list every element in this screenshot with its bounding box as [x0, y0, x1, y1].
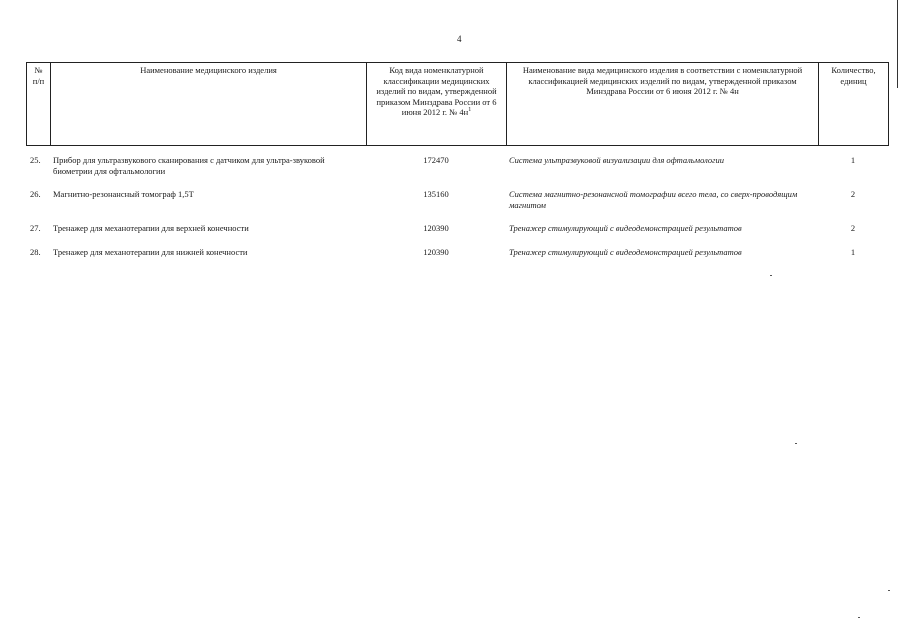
row-code: 120390	[423, 223, 449, 233]
row-name: Тренажер для механотерапии для нижней конечности	[53, 246, 248, 257]
row-qty: 1	[850, 246, 856, 257]
table-header	[26, 62, 889, 146]
row-code: 172470	[423, 155, 449, 165]
header-name: Наименование медицинского изделия	[51, 63, 367, 146]
table-row	[26, 155, 888, 189]
row-code: 120390	[423, 246, 449, 257]
scan-speck	[770, 275, 772, 276]
row-num: 26.	[30, 189, 41, 199]
row-kind: Тренажер стимулирующий с видеодемонстрацией результатов	[509, 246, 742, 257]
scan-speck	[888, 590, 890, 591]
row-kind: Тренажер стимулирующий с видеодемонстрацией результатов	[509, 223, 742, 233]
table-row	[26, 247, 888, 271]
header-code-text: Код вида номенклатурной классификации медицинских изделий по видам, утвержденной приказом Минздрава России от 6 июня 2012 г. № 4н	[376, 65, 497, 117]
row-kind: Система ультразвуковой визуализации для офтальмологии	[509, 155, 724, 165]
row-name: Тренажер для механотерапии для верхней конечности	[53, 223, 249, 233]
header-kind: Наименование вида медицинского изделия в соответствии с номенклатурной классификацией медицинских изделий по видам, утвержденной приказом Минздрава России от 6 июня 2012 г. № 4н	[507, 63, 819, 146]
table-row	[26, 189, 888, 223]
row-kind: Система магнитно-резонансной томографии всего тела, со сверх-проводящим магнитом	[509, 189, 798, 210]
header-code-footnote: 1	[468, 107, 472, 114]
scan-speck	[858, 617, 860, 618]
row-name: Прибор для ультразвукового сканирования с датчиком для ультра-звуковой биометрии для офтальмологии	[53, 155, 325, 176]
header-num: № п/п	[27, 63, 51, 146]
page-number: 4	[457, 34, 462, 44]
scan-speck	[795, 443, 797, 444]
row-num: 27.	[30, 223, 41, 233]
row-name: Магнитно-резонансный томограф 1,5Т	[53, 189, 194, 199]
row-qty: 1	[850, 155, 856, 165]
row-num: 28.	[30, 246, 41, 257]
row-num: 25.	[30, 155, 41, 165]
header-code	[367, 63, 507, 146]
row-qty: 2	[850, 189, 856, 199]
header-qty: Количество, единиц	[819, 63, 889, 146]
row-qty: 2	[850, 223, 856, 233]
table-body	[26, 155, 888, 270]
row-code: 135160	[423, 189, 449, 199]
scan-edge-line	[897, 0, 898, 88]
table-row	[26, 223, 888, 247]
